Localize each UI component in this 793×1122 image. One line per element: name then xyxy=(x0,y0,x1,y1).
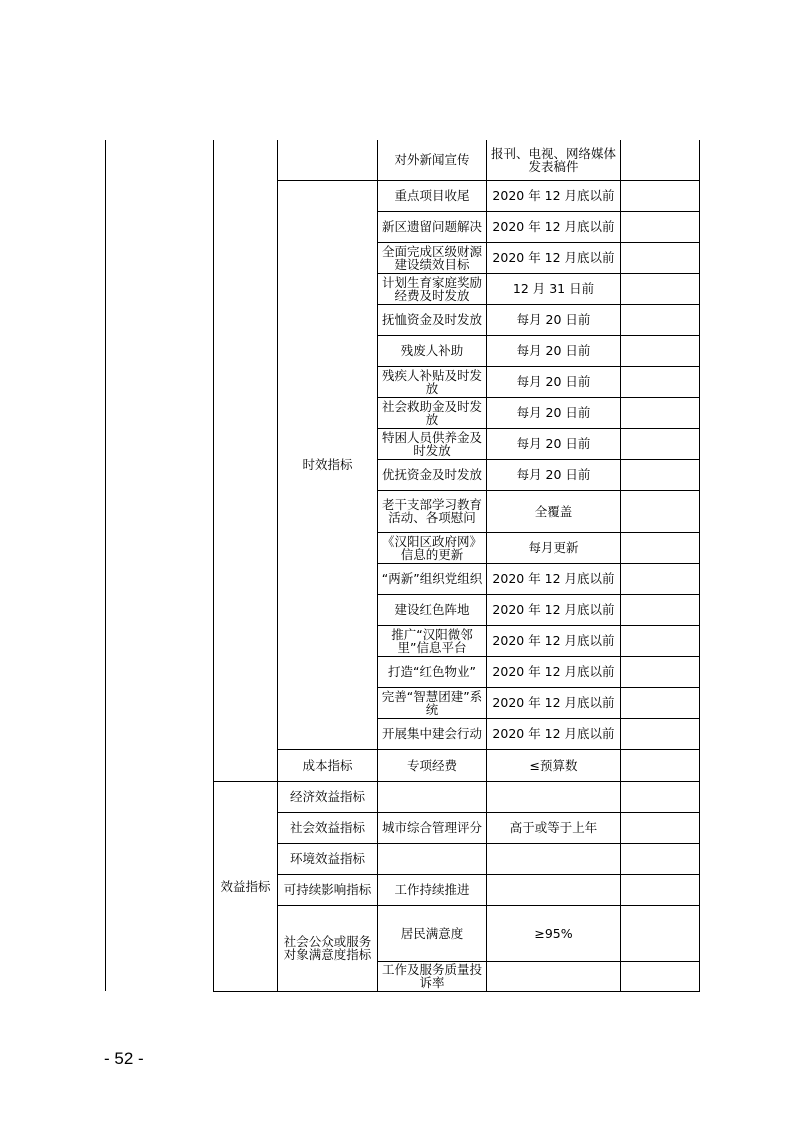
indicator-value xyxy=(487,874,621,905)
note-cell xyxy=(621,335,700,366)
indicator-value: 每月 20 日前 xyxy=(487,304,621,335)
indicator-value: 每月 20 日前 xyxy=(487,335,621,366)
indicator-value: 每月更新 xyxy=(487,532,621,563)
note-cell xyxy=(621,397,700,428)
note-cell xyxy=(621,140,700,180)
note-cell xyxy=(621,532,700,563)
indicator-name: 重点项目收尾 xyxy=(378,180,487,211)
indicator-name: 社会救助金及时发放 xyxy=(378,397,487,428)
note-cell xyxy=(621,490,700,532)
indicator-value: 2020 年 12 月底以前 xyxy=(487,718,621,749)
level3-cell: 社会公众或服务对象满意度指标 xyxy=(278,905,378,991)
level2-cell: 效益指标 xyxy=(214,781,278,991)
note-cell xyxy=(621,242,700,273)
indicator-value: 高于或等于上年 xyxy=(487,812,621,843)
indicator-name: 打造“红色物业” xyxy=(378,656,487,687)
note-cell xyxy=(621,874,700,905)
indicator-value: 2020 年 12 月底以前 xyxy=(487,180,621,211)
level3-cell: 经济效益指标 xyxy=(278,781,378,812)
indicator-name: 工作持续推进 xyxy=(378,874,487,905)
level3-cell: 社会效益指标 xyxy=(278,812,378,843)
indicator-value: 每月 20 日前 xyxy=(487,366,621,397)
note-cell xyxy=(621,749,700,781)
indicator-value: 2020 年 12 月底以前 xyxy=(487,687,621,718)
note-cell xyxy=(621,718,700,749)
note-cell xyxy=(621,812,700,843)
indicator-name: 开展集中建会行动 xyxy=(378,718,487,749)
indicator-name: 计划生育家庭奖励经费及时发放 xyxy=(378,273,487,304)
note-cell xyxy=(621,843,700,874)
indicator-table xyxy=(105,140,700,992)
level2-cell xyxy=(214,140,278,781)
indicator-value xyxy=(487,843,621,874)
indicator-name: 老干支部学习教育活动、各项慰问 xyxy=(378,490,487,532)
indicator-name: 城市综合管理评分 xyxy=(378,812,487,843)
indicator-name xyxy=(378,781,487,812)
indicator-name: 完善“智慧团建”系统 xyxy=(378,687,487,718)
indicator-value: ≤预算数 xyxy=(487,749,621,781)
note-cell xyxy=(621,563,700,594)
indicator-value: 12 月 31 日前 xyxy=(487,273,621,304)
note-cell xyxy=(621,459,700,490)
indicator-value: 2020 年 12 月底以前 xyxy=(487,594,621,625)
indicator-value: 全覆盖 xyxy=(487,490,621,532)
indicator-name: 残废人补助 xyxy=(378,335,487,366)
indicator-name: 推广“汉阳微邻里”信息平台 xyxy=(378,625,487,656)
indicator-value: 2020 年 12 月底以前 xyxy=(487,563,621,594)
indicator-value xyxy=(487,781,621,812)
indicator-value: 每月 20 日前 xyxy=(487,428,621,459)
note-cell xyxy=(621,366,700,397)
indicator-name: 工作及服务质量投诉率 xyxy=(378,961,487,991)
indicator-value: 每月 20 日前 xyxy=(487,397,621,428)
indicator-name: 对外新闻宣传 xyxy=(378,140,487,180)
indicator-name: 专项经费 xyxy=(378,749,487,781)
note-cell xyxy=(621,594,700,625)
note-cell xyxy=(621,781,700,812)
table-row xyxy=(106,140,700,180)
indicator-value: 报刊、电视、网络媒体发表稿件 xyxy=(487,140,621,180)
indicator-value: 每月 20 日前 xyxy=(487,459,621,490)
level3-cell xyxy=(278,140,378,180)
indicator-value: 2020 年 12 月底以前 xyxy=(487,656,621,687)
note-cell xyxy=(621,273,700,304)
note-cell xyxy=(621,625,700,656)
indicator-name xyxy=(378,843,487,874)
note-cell xyxy=(621,687,700,718)
indicator-name: 《汉阳区政府网》信息的更新 xyxy=(378,532,487,563)
level3-cell: 时效指标 xyxy=(278,180,378,749)
note-cell xyxy=(621,656,700,687)
indicator-name: 残疾人补贴及时发放 xyxy=(378,366,487,397)
indicator-name: 特困人员供养金及时发放 xyxy=(378,428,487,459)
indicator-value: 2020 年 12 月底以前 xyxy=(487,625,621,656)
indicator-value: 2020 年 12 月底以前 xyxy=(487,242,621,273)
indicator-name: 居民满意度 xyxy=(378,905,487,961)
indicator-name: 优抚资金及时发放 xyxy=(378,459,487,490)
level3-cell: 环境效益指标 xyxy=(278,843,378,874)
indicator-name: 建设红色阵地 xyxy=(378,594,487,625)
indicator-value: 2020 年 12 月底以前 xyxy=(487,211,621,242)
indicator-name: “两新”组织党组织 xyxy=(378,563,487,594)
indicator-name: 抚恤资金及时发放 xyxy=(378,304,487,335)
page-number: - 52 - xyxy=(104,1049,144,1068)
level3-cell: 成本指标 xyxy=(278,749,378,781)
note-cell xyxy=(621,304,700,335)
indicator-name: 新区遗留问题解决 xyxy=(378,211,487,242)
indicator-value xyxy=(487,961,621,991)
note-cell xyxy=(621,180,700,211)
indicator-name: 全面完成区级财源建设绩效目标 xyxy=(378,242,487,273)
indicator-value: ≥95% xyxy=(487,905,621,961)
level1-cell xyxy=(106,140,214,991)
note-cell xyxy=(621,961,700,991)
note-cell xyxy=(621,905,700,961)
level3-cell: 可持续影响指标 xyxy=(278,874,378,905)
note-cell xyxy=(621,211,700,242)
note-cell xyxy=(621,428,700,459)
